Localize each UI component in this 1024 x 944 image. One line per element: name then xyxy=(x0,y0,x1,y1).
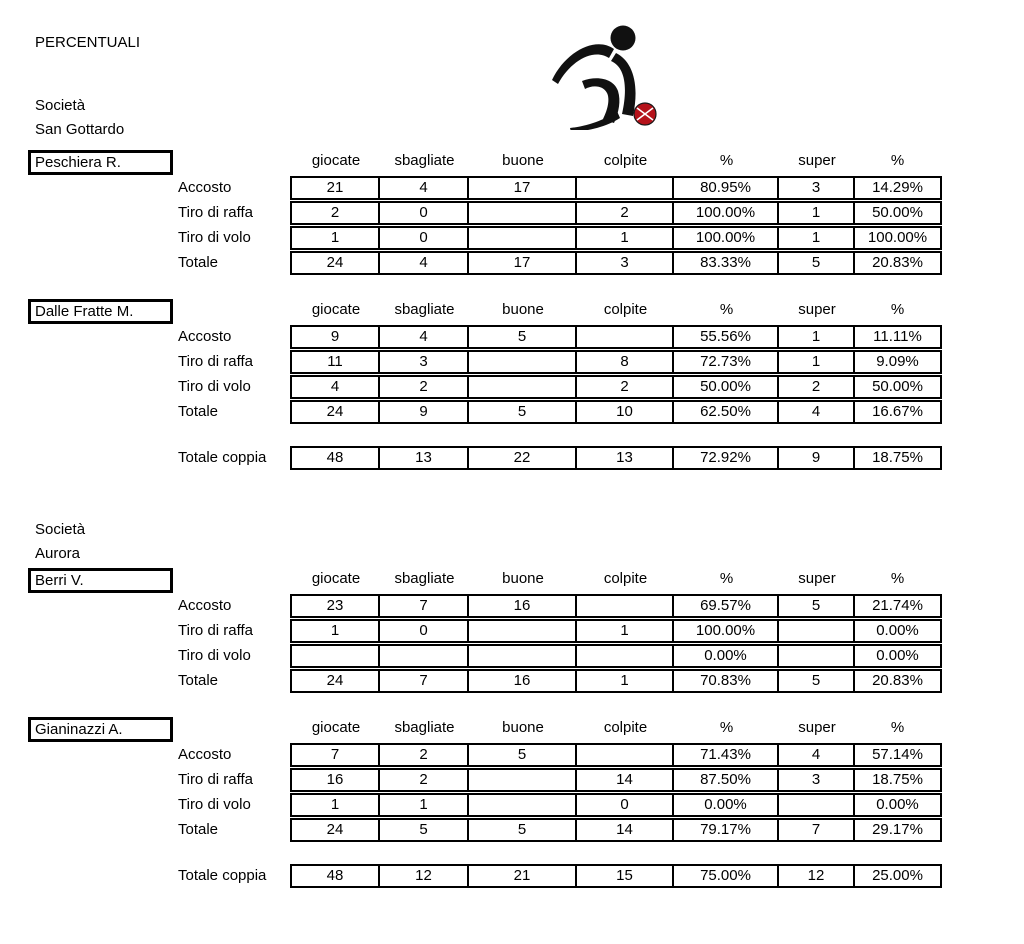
table-cell: 100.00% xyxy=(674,621,779,641)
table-row xyxy=(290,226,942,250)
table-cell: 1 xyxy=(380,795,469,815)
table-cell: 1 xyxy=(292,621,380,641)
table-cell: 17 xyxy=(469,253,577,273)
totale-coppia-row xyxy=(290,446,942,470)
table-cell: 9 xyxy=(779,448,855,468)
table-header-row xyxy=(290,150,942,175)
society-label: Società xyxy=(35,97,86,114)
table-cell: 50.00% xyxy=(872,378,923,395)
table-cell: 23 xyxy=(292,596,380,616)
column-header: giocate xyxy=(311,719,361,736)
table-cell: 2 xyxy=(577,377,674,397)
table-cell: 9 xyxy=(292,327,380,347)
column-header: super xyxy=(798,719,836,736)
table-cell: 69.57% xyxy=(674,596,779,616)
table-cell: 1 xyxy=(577,621,674,641)
table-cell xyxy=(577,745,674,765)
society-name: Aurora xyxy=(35,545,81,562)
table-cell: 14 xyxy=(577,820,674,840)
table-cell: 3 xyxy=(779,770,855,790)
column-header: sbagliate xyxy=(394,301,455,318)
table-cell: 2 xyxy=(779,377,855,397)
column-header: % xyxy=(719,719,734,736)
table-cell: 21.74% xyxy=(872,597,923,614)
table-cell xyxy=(577,646,674,666)
column-header: % xyxy=(890,152,905,169)
table-cell xyxy=(469,228,577,248)
column-header: sbagliate xyxy=(394,152,455,169)
table-cell: 83.33% xyxy=(674,253,779,273)
table-cell: 7 xyxy=(380,671,469,691)
table-cell: 14.29% xyxy=(872,179,923,196)
table-row xyxy=(290,644,942,668)
column-header: super xyxy=(798,570,836,587)
table-cell: 72.73% xyxy=(674,352,779,372)
table-header-row xyxy=(290,717,942,742)
table-cell: 4 xyxy=(380,327,469,347)
column-header: sbagliate xyxy=(394,719,455,736)
table-cell: 21 xyxy=(292,178,380,198)
table-cell: 79.17% xyxy=(674,820,779,840)
table-cell xyxy=(577,178,674,198)
table-cell: 5 xyxy=(380,820,469,840)
table-cell: 11.11% xyxy=(873,328,922,345)
table-cell: 7 xyxy=(380,596,469,616)
row-label: Tiro di volo xyxy=(178,796,251,813)
table-cell: 100.00% xyxy=(867,229,928,246)
table-row xyxy=(290,594,942,618)
column-header: % xyxy=(719,570,734,587)
player-name-box: Peschiera R. xyxy=(28,150,173,175)
table-cell: 16.67% xyxy=(872,403,923,420)
table-cell xyxy=(577,327,674,347)
table-cell: 16 xyxy=(469,671,577,691)
player-name-box: Gianinazzi A. xyxy=(28,717,173,742)
table-cell: 50.00% xyxy=(674,377,779,397)
table-cell: 1 xyxy=(292,795,380,815)
column-header: % xyxy=(890,301,905,318)
table-row xyxy=(290,669,942,693)
table-cell: 0.00% xyxy=(876,796,919,813)
table-cell: 11 xyxy=(292,352,380,372)
table-cell: 1 xyxy=(577,671,674,691)
column-header: giocate xyxy=(311,570,361,587)
table-cell: 24 xyxy=(292,402,380,422)
table-row xyxy=(290,251,942,275)
player-block xyxy=(28,717,993,843)
bocce-player-figure xyxy=(552,26,636,131)
column-header: % xyxy=(719,301,734,318)
player-arm-swoosh xyxy=(552,44,614,84)
table-cell: 55.56% xyxy=(674,327,779,347)
table-cell: 12 xyxy=(779,866,855,886)
table-cell: 3 xyxy=(380,352,469,372)
table-cell xyxy=(469,621,577,641)
table-cell: 1 xyxy=(292,228,380,248)
row-label: Tiro di volo xyxy=(178,647,251,664)
table-cell: 5 xyxy=(469,745,577,765)
table-cell: 2 xyxy=(292,203,380,223)
column-header: buone xyxy=(502,152,544,169)
player-block xyxy=(28,299,993,425)
table-header-row xyxy=(290,299,942,324)
table-cell: 20.83% xyxy=(872,672,923,689)
table-cell: 1 xyxy=(779,203,855,223)
table-cell: 18.75% xyxy=(872,771,923,788)
table-cell: 87.50% xyxy=(674,770,779,790)
table-cell: 7 xyxy=(292,745,380,765)
column-header: buone xyxy=(502,301,544,318)
table-cell: 1 xyxy=(779,352,855,372)
column-header: % xyxy=(719,152,734,169)
column-header: % xyxy=(890,570,905,587)
table-cell: 16 xyxy=(292,770,380,790)
player-block xyxy=(28,150,993,276)
table-row xyxy=(290,325,942,349)
row-label: Totale xyxy=(178,254,219,271)
column-header: colpite xyxy=(603,719,648,736)
totale-coppia-row xyxy=(290,864,942,888)
column-header: % xyxy=(890,719,905,736)
table-cell: 12 xyxy=(380,866,469,886)
table-cell xyxy=(469,352,577,372)
table-cell: 71.43% xyxy=(674,745,779,765)
column-header: giocate xyxy=(311,301,361,318)
table-cell: 3 xyxy=(779,178,855,198)
table-cell: 24 xyxy=(292,820,380,840)
column-header: colpite xyxy=(603,152,648,169)
table-cell: 0 xyxy=(380,228,469,248)
table-cell: 0.00% xyxy=(674,795,779,815)
row-label: Tiro di raffa xyxy=(178,204,254,221)
column-header: super xyxy=(798,152,836,169)
table-cell: 1 xyxy=(779,228,855,248)
table-row xyxy=(290,743,942,767)
table-row xyxy=(290,400,942,424)
table-cell: 48 xyxy=(292,448,380,468)
table-cell xyxy=(469,377,577,397)
row-label: Tiro di raffa xyxy=(178,622,254,639)
column-header: buone xyxy=(502,719,544,736)
table-cell xyxy=(779,646,855,666)
row-label: Accosto xyxy=(178,597,232,614)
table-cell: 8 xyxy=(577,352,674,372)
table-row xyxy=(290,793,942,817)
table-cell: 72.92% xyxy=(674,448,779,468)
society-label: Società xyxy=(35,521,86,538)
row-label: Accosto xyxy=(178,179,232,196)
table-cell: 2 xyxy=(380,745,469,765)
table-cell xyxy=(292,646,380,666)
totale-coppia-label: Totale coppia xyxy=(178,867,267,884)
table-cell: 0.00% xyxy=(876,647,919,664)
table-row xyxy=(290,818,942,842)
table-cell: 5 xyxy=(469,402,577,422)
totale-coppia-block xyxy=(28,446,993,472)
player-block xyxy=(28,568,993,694)
column-header: sbagliate xyxy=(394,570,455,587)
table-cell: 4 xyxy=(380,178,469,198)
page-title: PERCENTUALI xyxy=(35,34,141,51)
table-cell: 0 xyxy=(380,621,469,641)
table-cell: 100.00% xyxy=(674,228,779,248)
table-cell: 2 xyxy=(380,770,469,790)
table-cell: 0 xyxy=(577,795,674,815)
table-cell: 0.00% xyxy=(674,646,779,666)
table-row xyxy=(290,350,942,374)
table-cell xyxy=(779,621,855,641)
table-cell: 4 xyxy=(292,377,380,397)
row-label: Totale xyxy=(178,672,219,689)
table-cell: 5 xyxy=(469,820,577,840)
table-cell: 5 xyxy=(779,253,855,273)
totale-coppia-label: Totale coppia xyxy=(178,449,267,466)
column-header: giocate xyxy=(311,152,361,169)
table-cell: 22 xyxy=(469,448,577,468)
table-cell: 9 xyxy=(380,402,469,422)
table-cell: 24 xyxy=(292,671,380,691)
table-cell: 20.83% xyxy=(872,254,923,271)
table-cell: 0 xyxy=(380,203,469,223)
column-header: super xyxy=(798,301,836,318)
table-cell: 16 xyxy=(469,596,577,616)
table-cell: 14 xyxy=(577,770,674,790)
player-head xyxy=(611,26,636,51)
table-cell: 9.09% xyxy=(876,353,919,370)
table-cell: 4 xyxy=(779,745,855,765)
table-row xyxy=(290,375,942,399)
table-cell: 4 xyxy=(380,253,469,273)
table-cell xyxy=(577,596,674,616)
table-cell: 62.50% xyxy=(674,402,779,422)
table-cell: 10 xyxy=(577,402,674,422)
table-cell xyxy=(779,795,855,815)
table-row xyxy=(290,176,942,200)
table-cell: 17 xyxy=(469,178,577,198)
table-cell xyxy=(469,646,577,666)
row-label: Totale xyxy=(178,403,219,420)
table-cell: 2 xyxy=(380,377,469,397)
column-header: buone xyxy=(502,570,544,587)
row-label: Tiro di raffa xyxy=(178,771,254,788)
row-label: Totale xyxy=(178,821,219,838)
column-header: colpite xyxy=(603,301,648,318)
table-cell: 2 xyxy=(577,203,674,223)
table-cell: 75.00% xyxy=(674,866,779,886)
column-header: colpite xyxy=(603,570,648,587)
table-cell: 100.00% xyxy=(674,203,779,223)
bocce-player-logo xyxy=(548,22,666,130)
table-cell: 7 xyxy=(779,820,855,840)
table-cell: 5 xyxy=(779,671,855,691)
table-cell: 50.00% xyxy=(872,204,923,221)
table-row xyxy=(290,201,942,225)
table-cell xyxy=(469,795,577,815)
row-label: Tiro di volo xyxy=(178,378,251,395)
table-cell: 13 xyxy=(577,448,674,468)
table-cell: 21 xyxy=(469,866,577,886)
table-cell xyxy=(380,646,469,666)
table-row xyxy=(290,619,942,643)
player-name-box: Dalle Fratte M. xyxy=(28,299,173,324)
table-row xyxy=(290,768,942,792)
table-cell xyxy=(469,770,577,790)
row-label: Tiro di raffa xyxy=(178,353,254,370)
table-cell: 29.17% xyxy=(872,821,923,838)
totale-coppia-block xyxy=(28,864,993,890)
table-cell xyxy=(469,203,577,223)
row-label: Tiro di volo xyxy=(178,229,251,246)
row-label: Accosto xyxy=(178,328,232,345)
table-cell: 3 xyxy=(577,253,674,273)
table-cell: 70.83% xyxy=(674,671,779,691)
table-cell: 57.14% xyxy=(872,746,923,763)
table-cell: 25.00% xyxy=(872,867,923,884)
society-name: San Gottardo xyxy=(35,121,125,138)
table-cell: 80.95% xyxy=(674,178,779,198)
table-cell: 48 xyxy=(292,866,380,886)
table-header-row xyxy=(290,568,942,593)
table-cell: 5 xyxy=(469,327,577,347)
table-cell: 1 xyxy=(577,228,674,248)
table-cell: 15 xyxy=(577,866,674,886)
table-cell: 24 xyxy=(292,253,380,273)
table-cell: 13 xyxy=(380,448,469,468)
table-cell: 4 xyxy=(779,402,855,422)
table-cell: 0.00% xyxy=(876,622,919,639)
table-cell: 1 xyxy=(779,327,855,347)
table-cell: 18.75% xyxy=(872,449,923,466)
table-cell: 5 xyxy=(779,596,855,616)
player-name-box: Berri V. xyxy=(28,568,173,593)
row-label: Accosto xyxy=(178,746,232,763)
